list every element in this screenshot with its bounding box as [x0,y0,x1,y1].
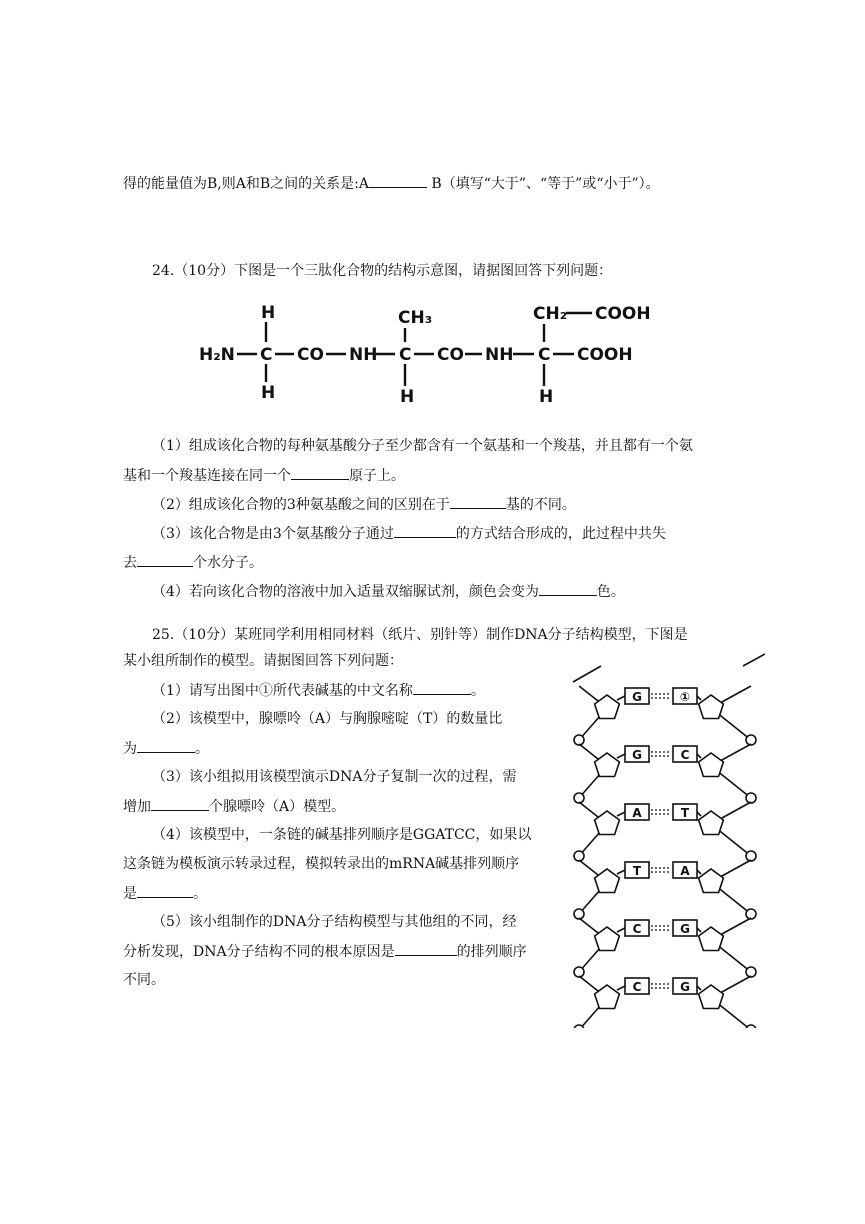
cooh-group-main: COOH [577,345,633,365]
q25-p4c-text-after: 。 [193,886,207,902]
deoxyribose-right [699,985,724,1009]
q24-p1-line-a: （1）组成该化合物的每种氨基酸分子至少都含有一个氨基和一个羧基，并且都有一个氨 [152,438,693,454]
q24-p3-text: （3）该化合物是由3个氨基酸分子通过 [152,526,394,542]
q25-p1-text-after: 。 [470,683,485,699]
base-bond-left [617,986,625,990]
base-bond-left [617,870,625,874]
c2-atom: C [399,345,412,365]
deoxyribose-right [699,811,724,835]
nh-group-1: NH [349,345,378,365]
dna-ladder-model [565,648,765,1028]
q25-p4-line-a: （4）该模型中，一条链的碱基排列顺序是GGATCC，如果以 [152,827,532,843]
base-label-right: ① [679,690,691,704]
base-label-left: T [632,864,642,878]
strand-end-left [573,666,601,682]
base-bond-left [617,696,625,700]
q24-p3-line-b [123,552,263,573]
phosphate-left [574,967,584,977]
q25-p2-line-a: （2）该模型中，腺嘌呤（A）与胸腺嘧啶（T）的数量比 [152,711,503,727]
base-label-right: A [680,864,690,878]
q24-p4-text: （4）若向该化合物的溶液中加入适量双缩脲试剂，颜色会变为 [152,584,539,600]
q24-blank-4[interactable] [137,552,193,567]
q25-p5-line-b [123,941,527,962]
base-bond-left [617,754,625,758]
strand-end-right [743,654,765,666]
h2n-group: H₂N [199,345,235,365]
q25-p5b-text: 分析发现，DNA分子结构不同的根本原因是 [123,944,395,960]
phosphate-left [574,909,584,919]
q25-p4-line-b: 这条链为模板演示转录过程，模拟转录出的mRNA碱基排列顺序 [123,856,520,872]
base-label-left: C [632,980,642,994]
base-label-right: G [680,922,690,936]
deoxyribose-right [699,753,724,777]
deoxyribose-left [595,695,620,719]
q25-p1 [152,680,485,701]
c3-h-bottom: H [539,387,554,407]
deoxyribose-left [595,927,620,951]
q25-blank-4[interactable] [137,883,193,898]
cooh-group-side: COOH [595,304,651,324]
q24-p4-text-after: 色。 [596,584,625,600]
deoxyribose-right [699,869,724,893]
c1-atom: C [260,345,273,365]
c1-h-bottom: H [261,383,276,403]
q24-blank-5[interactable] [539,581,597,596]
q25-p5-line-c: 不同。 [123,972,165,988]
q25-stem-b: 某小组所制作的模型。请据图回答下列问题： [123,653,403,669]
c2-h-bottom: H [400,387,415,407]
base-bond-left [617,812,625,816]
q25-p4c-text: 是 [123,886,137,902]
q24-stem: 24.（10分）下图是一个三肽化合物的结构示意图，请据图回答下列问题： [152,263,613,279]
phosphate-left [574,735,584,745]
co-group-2: CO [437,345,464,365]
phosphate-left [574,851,584,861]
q24-p2 [152,494,576,515]
deoxyribose-right [699,927,724,951]
q24-p1-line-b [123,465,405,486]
phosphate-left [574,1025,584,1028]
q24-blank-3[interactable] [394,523,456,538]
phosphate-right [746,967,756,977]
base-label-right: C [680,748,690,762]
q24-p1-text-after: 原子上。 [349,468,405,484]
top-line [123,173,660,194]
q25-p3-line-a: （3）该小组拟用该模型演示DNA分子复制一次的过程，需 [152,769,517,785]
q24-blank-2[interactable] [450,494,506,509]
tripeptide-structure [195,298,665,418]
q25-p4-line-c [123,883,207,904]
q25-blank-1[interactable] [413,680,471,695]
q24-p2-text: （2）组成该化合物的3种氨基酸之间的区别在于 [152,497,450,513]
q25-p3b-text-after: 个腺嘌呤（A）模型。 [209,799,346,815]
base-label-right: G [680,980,690,994]
q25-stem-a: 25.（10分）某班同学利用相同材料（纸片、别针等）制作DNA分子结构模型，下图是 [152,627,688,643]
deoxyribose-left [595,811,620,835]
phosphate-right [746,909,756,919]
q25-p5b-text-after: 的排列顺序 [456,944,527,960]
c3-atom: C [538,345,551,365]
q24-p3-line-a [152,523,666,544]
q25-p3b-text: 增加 [123,799,151,815]
q25-p3-line-b [123,796,345,817]
top-line-after: B（填写“大于”、“等于”或“小于”）。 [426,176,660,192]
q25-blank-2[interactable] [137,738,195,753]
ch3-group: CH₃ [398,308,433,328]
nh-group-2: NH [485,345,514,365]
deoxyribose-right [699,695,724,719]
base-bond-left [617,928,625,932]
phosphate-right [746,1025,756,1028]
base-label-left: A [632,806,642,820]
q25-blank-5[interactable] [395,941,457,956]
phosphate-right [746,793,756,803]
deoxyribose-left [595,753,620,777]
co-group-1: CO [297,345,324,365]
q24-blank-1[interactable] [291,465,349,480]
q24-p3b-text-after: 个水分子。 [193,555,263,571]
q25-p1-text: （1）请写出图中①所代表碱基的中文名称 [152,683,413,699]
q24-p1-text: 基和一个羧基连接在同一个 [123,468,291,484]
q24-p3b-text: 去 [123,555,137,571]
deoxyribose-left [595,869,620,893]
phosphate-left [574,793,584,803]
q24-p3-text-after: 的方式结合形成的，此过程中共失 [455,526,666,542]
q25-blank-3[interactable] [151,796,209,811]
q25-p2b-text: 为 [123,741,137,757]
c1-h-top: H [261,303,276,323]
answer-blank[interactable] [369,173,427,188]
q25-p5-line-a: （5）该小组制作的DNA分子结构模型与其他组的不同，经 [152,914,517,930]
ch2-group: CH₂ [533,304,568,324]
top-line-before: 得的能量值为B,则A和B之间的关系是:A [123,176,369,192]
base-label-left: G [632,690,642,704]
base-label-left: G [632,748,642,762]
phosphate-right [746,851,756,861]
base-label-right: T [680,806,690,820]
base-label-left: C [632,922,642,936]
q25-p2-line-b [123,738,209,759]
q25-p2b-text-after: 。 [195,741,209,757]
q24-p2-text-after: 基的不同。 [505,497,576,513]
q24-p4 [152,581,625,602]
phosphate-right [746,735,756,745]
deoxyribose-left [595,985,620,1009]
